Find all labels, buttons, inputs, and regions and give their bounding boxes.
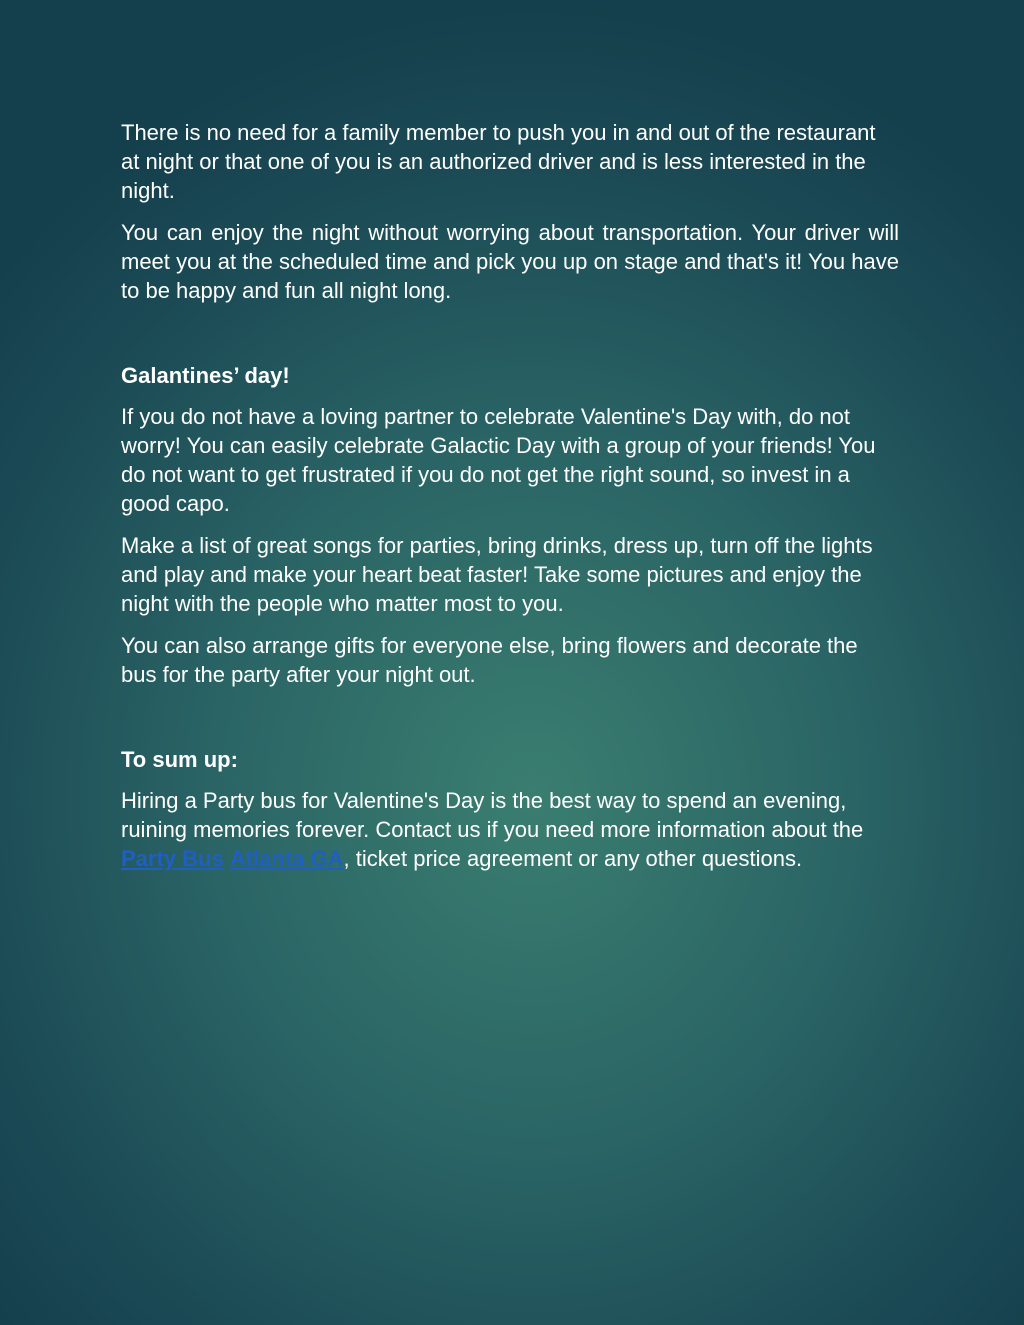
galantines-paragraph-1: If you do not have a loving partner to celebrate Valentine's Day with, do not worry! You can easily celebrate Galactic Day with a group of your friends! You do not want to get frustrated if you do not get the right sound, so invest in a good capo. [121, 404, 876, 516]
intro-paragraph-1: There is no need for a family member to push you in and out of the restaurant at night or that one of you is an authorized driver and is less interested in the night. [121, 120, 876, 203]
summary-text-before: Hiring a Party bus for Valentine's Day is the best way to spend an evening, ruining memories forever. Contact us if you need more information about the [121, 788, 864, 842]
summary-heading: To sum up: [121, 747, 238, 772]
summary-paragraph [121, 786, 899, 873]
galantines-paragraph-3: You can also arrange gifts for everyone else, bring flowers and decorate the bus for the party after your night out. [121, 633, 858, 687]
atlanta-ga-link[interactable]: Atlanta GA [229, 846, 344, 871]
summary-text-after: , ticket price agreement or any other questions. [343, 846, 803, 871]
document-page [121, 118, 899, 873]
party-bus-link[interactable]: Party Bus [121, 846, 224, 871]
galantines-paragraph-2: Make a list of great songs for parties, bring drinks, dress up, turn off the lights and play and make your heart beat faster! Take some pictures and enjoy the night with the people who matter most to you. [121, 533, 873, 616]
intro-paragraph-2: You can enjoy the night without worrying about transportation. Your driver will meet you at the scheduled time and pick you up on stage and that's it! You have to be happy and fun all night long. [121, 220, 899, 303]
galantines-heading: Galantines’ day! [121, 363, 290, 388]
